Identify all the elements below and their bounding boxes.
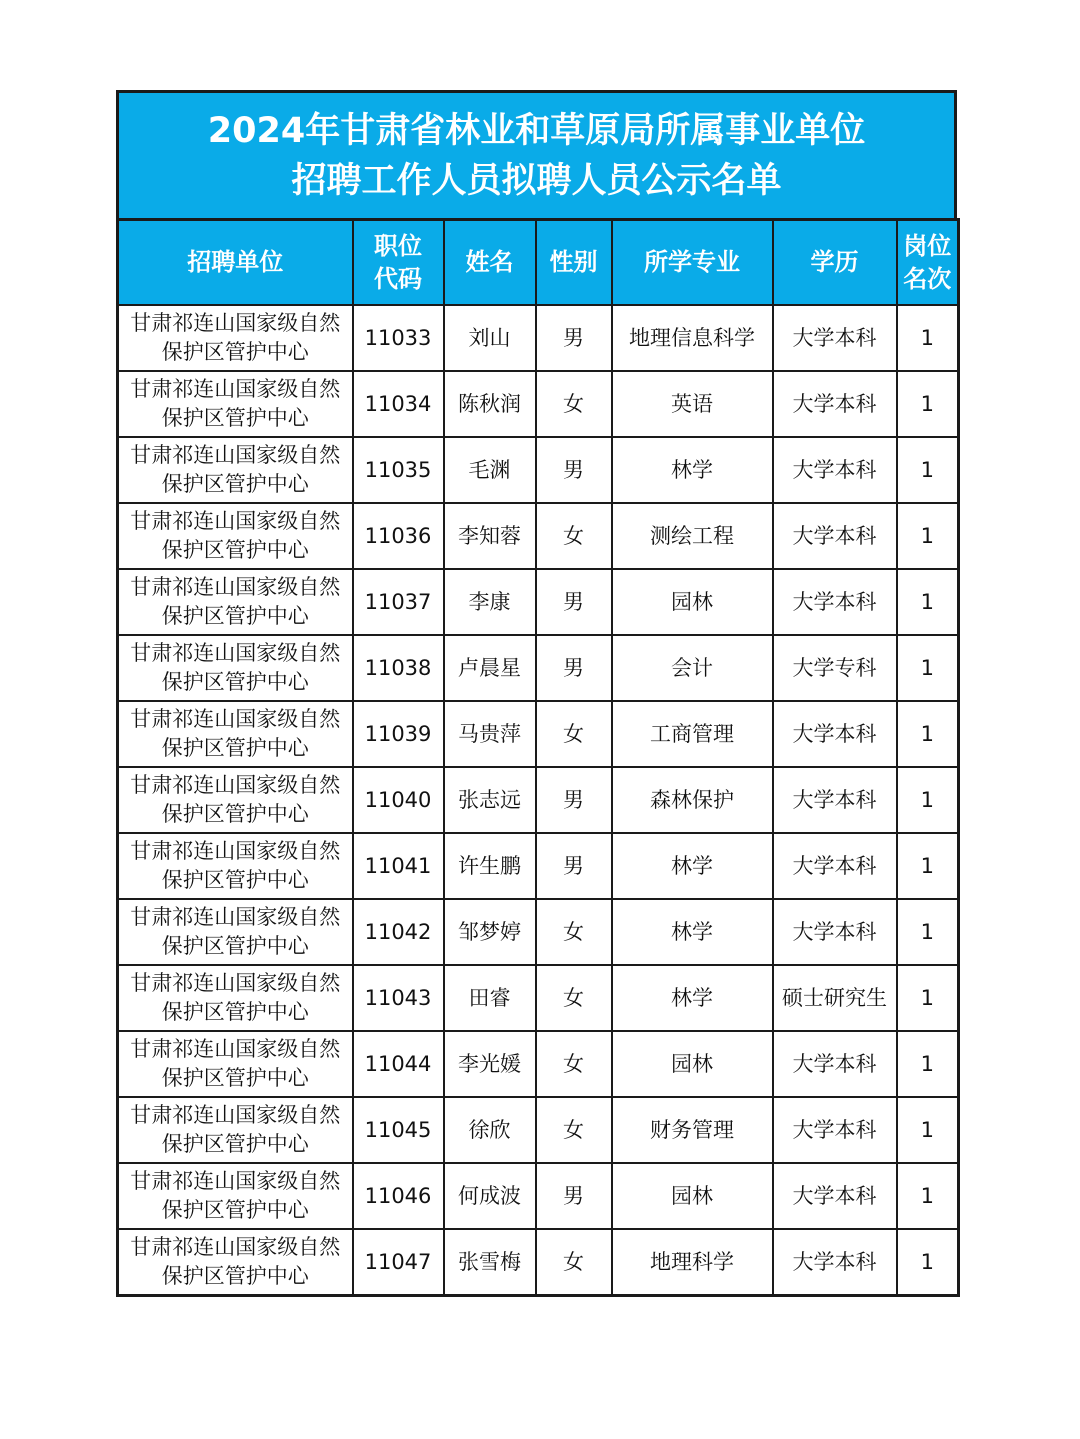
cell-gender: 女 [536,965,612,1031]
unit-line-2: 保护区管护中心 [161,736,309,760]
cell-gender: 男 [536,767,612,833]
cell-position-code: 11039 [353,701,444,767]
cell-gender: 男 [536,569,612,635]
unit-line-1: 甘肃祁连山国家级自然 [130,971,341,995]
unit-line-2: 保护区管护中心 [161,1198,309,1222]
cell-position-rank: 1 [897,305,959,371]
table-row [118,1229,959,1296]
cell-name: 刘山 [444,305,536,371]
header-recruiting-unit [118,220,353,306]
cell-position-code: 11036 [353,503,444,569]
unit-line-2: 保护区管护中心 [161,1264,309,1288]
table-body [118,305,959,1296]
cell-major: 森林保护 [612,767,773,833]
unit-line-1: 甘肃祁连山国家级自然 [130,509,341,533]
header-major [612,220,773,306]
cell-position-code: 11034 [353,371,444,437]
cell-education: 大学本科 [773,701,897,767]
cell-major: 地理科学 [612,1229,773,1296]
cell-gender: 男 [536,1163,612,1229]
header-position-code [353,220,444,306]
cell-recruiting-unit [118,569,353,635]
cell-recruiting-unit [118,1097,353,1163]
cell-education: 硕士研究生 [773,965,897,1031]
unit-line-1: 甘肃祁连山国家级自然 [130,1037,341,1061]
cell-major: 林学 [612,437,773,503]
cell-gender: 女 [536,371,612,437]
unit-line-2: 保护区管护中心 [161,1132,309,1156]
cell-major: 园林 [612,1031,773,1097]
cell-education: 大学本科 [773,437,897,503]
unit-line-1: 甘肃祁连山国家级自然 [130,1169,341,1193]
unit-line-2: 保护区管护中心 [161,472,309,496]
cell-name: 许生鹏 [444,833,536,899]
cell-major: 林学 [612,833,773,899]
cell-recruiting-unit [118,305,353,371]
table-row [118,569,959,635]
header-label-line-1: 所学专业 [644,248,740,276]
header-label-line-1: 招聘单位 [187,248,284,276]
table-row [118,767,959,833]
cell-position-rank: 1 [897,965,959,1031]
unit-line-1: 甘肃祁连山国家级自然 [130,377,341,401]
title-banner [116,90,957,218]
cell-position-code: 11037 [353,569,444,635]
unit-line-2: 保护区管护中心 [161,604,309,628]
header-label-line-1: 职位 [374,231,422,260]
cell-name: 陈秋润 [444,371,536,437]
unit-line-1: 甘肃祁连山国家级自然 [130,839,341,863]
cell-education: 大学本科 [773,371,897,437]
unit-line-1: 甘肃祁连山国家级自然 [130,641,341,665]
header-position-rank [897,220,959,306]
table-row [118,833,959,899]
cell-recruiting-unit [118,833,353,899]
cell-position-code: 11045 [353,1097,444,1163]
cell-recruiting-unit [118,503,353,569]
cell-education: 大学本科 [773,305,897,371]
cell-gender: 女 [536,899,612,965]
cell-gender: 女 [536,1229,612,1296]
cell-major: 林学 [612,965,773,1031]
unit-line-2: 保护区管护中心 [161,868,309,892]
unit-line-1: 甘肃祁连山国家级自然 [130,1235,341,1259]
cell-recruiting-unit [118,1229,353,1296]
cell-position-rank: 1 [897,569,959,635]
header-label-line-1: 姓名 [465,248,514,276]
cell-name: 李光媛 [444,1031,536,1097]
cell-education: 大学本科 [773,503,897,569]
cell-major: 测绘工程 [612,503,773,569]
cell-position-code: 11047 [353,1229,444,1296]
header-education [773,220,897,306]
table-row [118,701,959,767]
cell-major: 会计 [612,635,773,701]
cell-recruiting-unit [118,767,353,833]
title-line-1: 2024年甘肃省林业和草原局所属事业单位 [207,110,866,151]
unit-line-2: 保护区管护中心 [161,1066,309,1090]
cell-position-rank: 1 [897,503,959,569]
table-row [118,635,959,701]
cell-position-rank: 1 [897,1031,959,1097]
cell-position-rank: 1 [897,635,959,701]
candidate-table [116,218,960,1297]
header-name [444,220,536,306]
cell-education: 大学本科 [773,833,897,899]
cell-education: 大学本科 [773,1229,897,1296]
cell-position-code: 11038 [353,635,444,701]
cell-recruiting-unit [118,899,353,965]
table-row [118,503,959,569]
cell-name: 马贵萍 [444,701,536,767]
cell-position-code: 11040 [353,767,444,833]
unit-line-1: 甘肃祁连山国家级自然 [130,575,341,599]
cell-education: 大学本科 [773,899,897,965]
header-label-line-1: 岗位 [903,231,952,260]
cell-name: 李康 [444,569,536,635]
cell-recruiting-unit [118,1163,353,1229]
cell-gender: 女 [536,503,612,569]
cell-education: 大学本科 [773,569,897,635]
table-row [118,899,959,965]
unit-line-2: 保护区管护中心 [161,670,309,694]
header-label-line-1: 学历 [810,248,859,276]
cell-gender: 女 [536,1097,612,1163]
cell-position-code: 11046 [353,1163,444,1229]
cell-name: 卢晨星 [444,635,536,701]
table-row [118,965,959,1031]
cell-education: 大学本科 [773,1031,897,1097]
cell-position-rank: 1 [897,437,959,503]
cell-recruiting-unit [118,701,353,767]
cell-recruiting-unit [118,371,353,437]
cell-gender: 男 [536,635,612,701]
unit-line-2: 保护区管护中心 [161,802,309,826]
header-label-line-1: 性别 [549,248,598,276]
cell-name: 张雪梅 [444,1229,536,1296]
unit-line-1: 甘肃祁连山国家级自然 [130,773,341,797]
cell-education: 大学本科 [773,1163,897,1229]
title-line-2: 招聘工作人员拟聘人员公示名单 [291,160,782,201]
cell-name: 徐欣 [444,1097,536,1163]
cell-major: 工商管理 [612,701,773,767]
unit-line-1: 甘肃祁连山国家级自然 [130,707,341,731]
cell-name: 邹梦婷 [444,899,536,965]
unit-line-1: 甘肃祁连山国家级自然 [130,905,341,929]
cell-position-rank: 1 [897,1229,959,1296]
unit-line-2: 保护区管护中心 [161,934,309,958]
header-label-line-2: 名次 [903,264,952,293]
cell-position-code: 11033 [353,305,444,371]
cell-name: 何成波 [444,1163,536,1229]
cell-major: 园林 [612,569,773,635]
header-label-line-2: 代码 [374,264,422,293]
cell-position-code: 11035 [353,437,444,503]
cell-recruiting-unit [118,437,353,503]
cell-education: 大学本科 [773,767,897,833]
cell-gender: 女 [536,701,612,767]
cell-name: 田睿 [444,965,536,1031]
cell-position-rank: 1 [897,371,959,437]
unit-line-1: 甘肃祁连山国家级自然 [130,443,341,467]
unit-line-2: 保护区管护中心 [161,406,309,430]
table-row [118,1031,959,1097]
cell-gender: 男 [536,305,612,371]
table-row [118,305,959,371]
unit-line-1: 甘肃祁连山国家级自然 [130,1103,341,1127]
cell-position-rank: 1 [897,767,959,833]
cell-major: 财务管理 [612,1097,773,1163]
cell-position-code: 11042 [353,899,444,965]
cell-gender: 男 [536,833,612,899]
table-row [118,371,959,437]
cell-education: 大学本科 [773,1097,897,1163]
cell-education: 大学专科 [773,635,897,701]
header-gender [536,220,612,306]
unit-line-1: 甘肃祁连山国家级自然 [130,311,341,335]
cell-recruiting-unit [118,635,353,701]
cell-gender: 女 [536,1031,612,1097]
header-row [118,220,959,306]
cell-major: 林学 [612,899,773,965]
cell-major: 地理信息科学 [612,305,773,371]
unit-line-2: 保护区管护中心 [161,538,309,562]
unit-line-2: 保护区管护中心 [161,340,309,364]
cell-recruiting-unit [118,965,353,1031]
cell-major: 园林 [612,1163,773,1229]
cell-position-code: 11044 [353,1031,444,1097]
cell-name: 张志远 [444,767,536,833]
cell-major: 英语 [612,371,773,437]
cell-position-code: 11043 [353,965,444,1031]
table-row [118,1097,959,1163]
cell-name: 李知蓉 [444,503,536,569]
table-row [118,437,959,503]
roster-sheet [116,90,957,1297]
cell-position-rank: 1 [897,1163,959,1229]
unit-line-2: 保护区管护中心 [161,1000,309,1024]
cell-recruiting-unit [118,1031,353,1097]
cell-position-rank: 1 [897,899,959,965]
cell-gender: 男 [536,437,612,503]
cell-position-code: 11041 [353,833,444,899]
cell-position-rank: 1 [897,701,959,767]
cell-position-rank: 1 [897,1097,959,1163]
table-row [118,1163,959,1229]
cell-position-rank: 1 [897,833,959,899]
cell-name: 毛渊 [444,437,536,503]
